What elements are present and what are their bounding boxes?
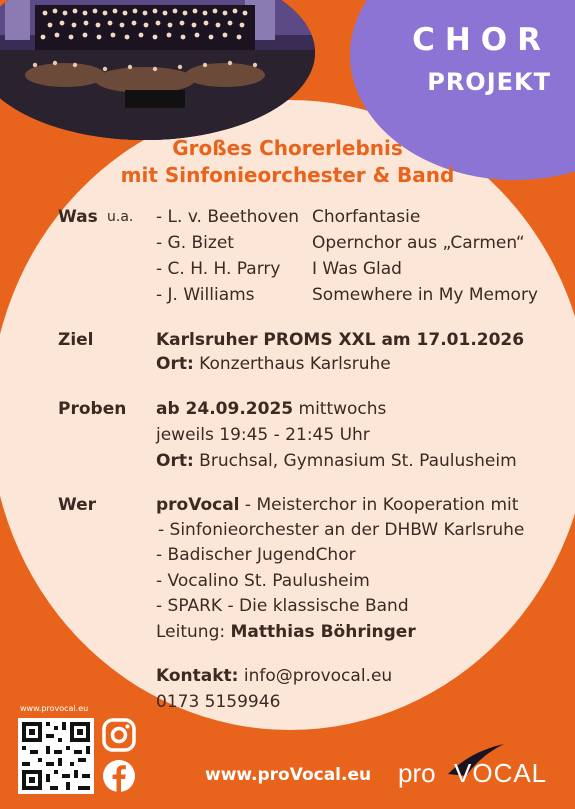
small-website-url: www.provocal.eu [20,704,89,713]
wer-partner-4: - SPARK - Die klassische Band [156,596,409,616]
qr-code[interactable] [18,718,94,794]
was-work-3: I Was Glad [312,259,402,279]
was-work-1: Chorfantasie [312,207,421,227]
proben-date-line [156,399,386,419]
section-label-wer: Wer [58,495,97,515]
kontakt-line [156,666,392,686]
instagram-icon[interactable] [101,717,137,753]
ziel-ort-line [156,354,391,374]
was-ua: u.a. [107,209,134,225]
proben-ort-line [156,451,517,471]
proben-time: jeweils 19:45 - 21:45 Uhr [156,425,370,445]
title-chor: CHOR [412,22,551,58]
wer-leitung-label: Leitung: [156,622,226,642]
section-label-was: Was [58,207,98,227]
wer-lead-line [156,495,518,515]
proben-start: ab 24.09.2025 [156,399,294,419]
was-work-4: Somewhere in My Memory [312,285,538,305]
headline-line-2: mit Sinfonieorchester & Band [120,163,455,187]
title-projekt: PROJEKT [427,68,551,96]
section-label-ziel: Ziel [58,330,94,350]
was-work-2: Opernchor aus „Carmen“ [312,233,525,253]
wer-leitung-line [156,622,416,642]
wer-partner-1: - Sinfonieorchester an der DHBW Karlsruhe [158,520,525,540]
headline-line-1: Großes Chorerlebnis [172,136,403,160]
wer-lead: proVocal [156,495,240,515]
kontakt-email[interactable]: info@provocal.eu [243,666,393,686]
was-composer-1: - L. v. Beethoven [156,207,300,227]
proben-ort: Bruchsal, Gymnasium St. Paulusheim [199,451,517,471]
was-composer-4: - J. Williams [156,285,255,305]
was-composer-2: - G. Bizet [156,233,234,253]
wer-partner-3: - Vocalino St. Paulusheim [156,571,370,591]
facebook-icon[interactable] [101,758,137,794]
logo-pro: pro [398,758,436,788]
ziel-event: Karlsruher PROMS XXL am 17.01.2026 [156,330,525,350]
logo-vocal: VOCAL [454,758,548,788]
website-url[interactable]: www.proVocal.eu [205,765,372,785]
ziel-ort-label: Ort: [156,354,194,374]
kontakt-phone[interactable]: 0173 5159946 [156,692,281,712]
wer-partner-2: - Badischer JugendChor [156,545,356,565]
kontakt-label: Kontakt: [156,666,239,686]
section-label-proben: Proben [58,399,127,419]
ziel-ort: Konzerthaus Karlsruhe [199,354,391,374]
was-composer-3: - C. H. H. Parry [156,259,281,279]
proben-ort-label: Ort: [156,451,194,471]
wer-leitung: Matthias Böhringer [230,622,416,642]
wer-lead-rest: - Meisterchor in Kooperation mit [244,495,519,515]
provocal-logo [396,740,556,790]
proben-day: mittwochs [298,399,387,419]
